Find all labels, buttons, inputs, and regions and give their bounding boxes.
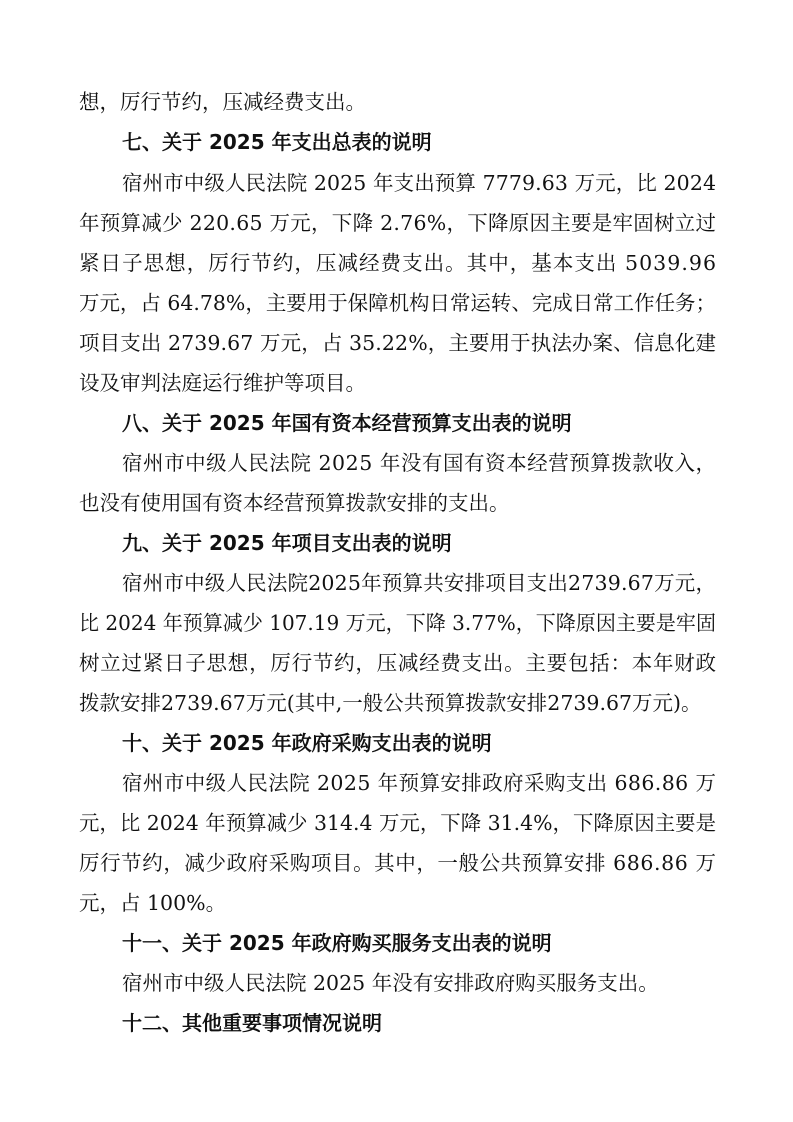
body-line: [0, 445, 793, 481]
heading-text: 十二、其他重要事项情况说明: [122, 1011, 382, 1035]
section-heading: [0, 124, 793, 160]
body-line: [0, 845, 793, 881]
body-line: [0, 165, 793, 201]
body-line: [0, 965, 793, 1001]
body-line: [0, 605, 793, 641]
heading-text: 八、关于 2025 年国有资本经营预算支出表的说明: [122, 411, 572, 435]
line-text: 元，比 2024 年预算减少 314.4 万元，下降 31.4%，下降原因主要是: [79, 811, 717, 835]
heading-text: 九、关于 2025 年项目支出表的说明: [122, 531, 452, 555]
body-line: [0, 805, 793, 841]
body-line: [0, 245, 793, 281]
body-line: [0, 885, 793, 921]
section-heading: [0, 725, 793, 761]
line-text: 宿州市中级人民法院 2025 年没有国有资本经营预算拨款收入，: [122, 451, 717, 475]
section-heading: [0, 405, 793, 441]
section-heading: [0, 525, 793, 561]
body-line: [0, 325, 793, 361]
line-text: 项目支出 2739.67 万元，占 35.22%，主要用于执法办案、信息化建: [79, 331, 717, 355]
line-text: 想，厉行节约，压减经费支出。: [79, 90, 366, 114]
body-line: [0, 84, 793, 120]
section-heading: [0, 1005, 793, 1041]
line-text: 比 2024 年预算减少 107.19 万元，下降 3.77%，下降原因主要是牢固: [79, 611, 716, 635]
heading-text: 十一、关于 2025 年政府购买服务支出表的说明: [122, 931, 552, 955]
line-text: 厉行节约，减少政府采购项目。其中，一般公共预算安排 686.86 万: [79, 851, 717, 875]
body-line: [0, 285, 793, 321]
line-text: 宿州市中级人民法院 2025 年预算安排政府采购支出 686.86 万: [122, 771, 717, 795]
body-line: [0, 565, 793, 601]
heading-text: 十、关于 2025 年政府采购支出表的说明: [122, 731, 492, 755]
line-text: 也没有使用国有资本经营预算拨款安排的支出。: [79, 491, 510, 515]
line-text: 元，占 100%。: [79, 891, 227, 915]
body-line: [0, 645, 793, 681]
section-heading: [0, 925, 793, 961]
body-line: [0, 685, 793, 721]
line-text: 设及审判法庭运行维护等项目。: [79, 371, 366, 395]
heading-text: 七、关于 2025 年支出总表的说明: [122, 130, 432, 154]
line-text: 年预算减少 220.65 万元，下降 2.76%，下降原因主要是牢固树立过: [79, 211, 717, 235]
body-line: [0, 765, 793, 801]
body-line: [0, 205, 793, 241]
line-text: 宿州市中级人民法院2025年预算共安排项目支出2739.67万元，: [122, 571, 717, 595]
line-text: 万元，占 64.78%，主要用于保障机构日常运转、完成日常工作任务；: [79, 291, 716, 315]
line-text: 树立过紧日子思想，厉行节约，压减经费支出。主要包括：本年财政: [79, 651, 717, 675]
line-text: 宿州市中级人民法院 2025 年没有安排政府购买服务支出。: [122, 971, 659, 995]
body-line: [0, 485, 793, 521]
line-text: 拨款安排2739.67万元(其中,一般公共预算拨款安排2739.67万元)。: [79, 691, 702, 715]
line-text: 紧日子思想，厉行节约，压减经费支出。其中，基本支出 5039.96: [79, 251, 718, 275]
body-line: [0, 365, 793, 401]
line-text: 宿州市中级人民法院 2025 年支出预算 7779.63 万元，比 2024: [122, 171, 717, 195]
